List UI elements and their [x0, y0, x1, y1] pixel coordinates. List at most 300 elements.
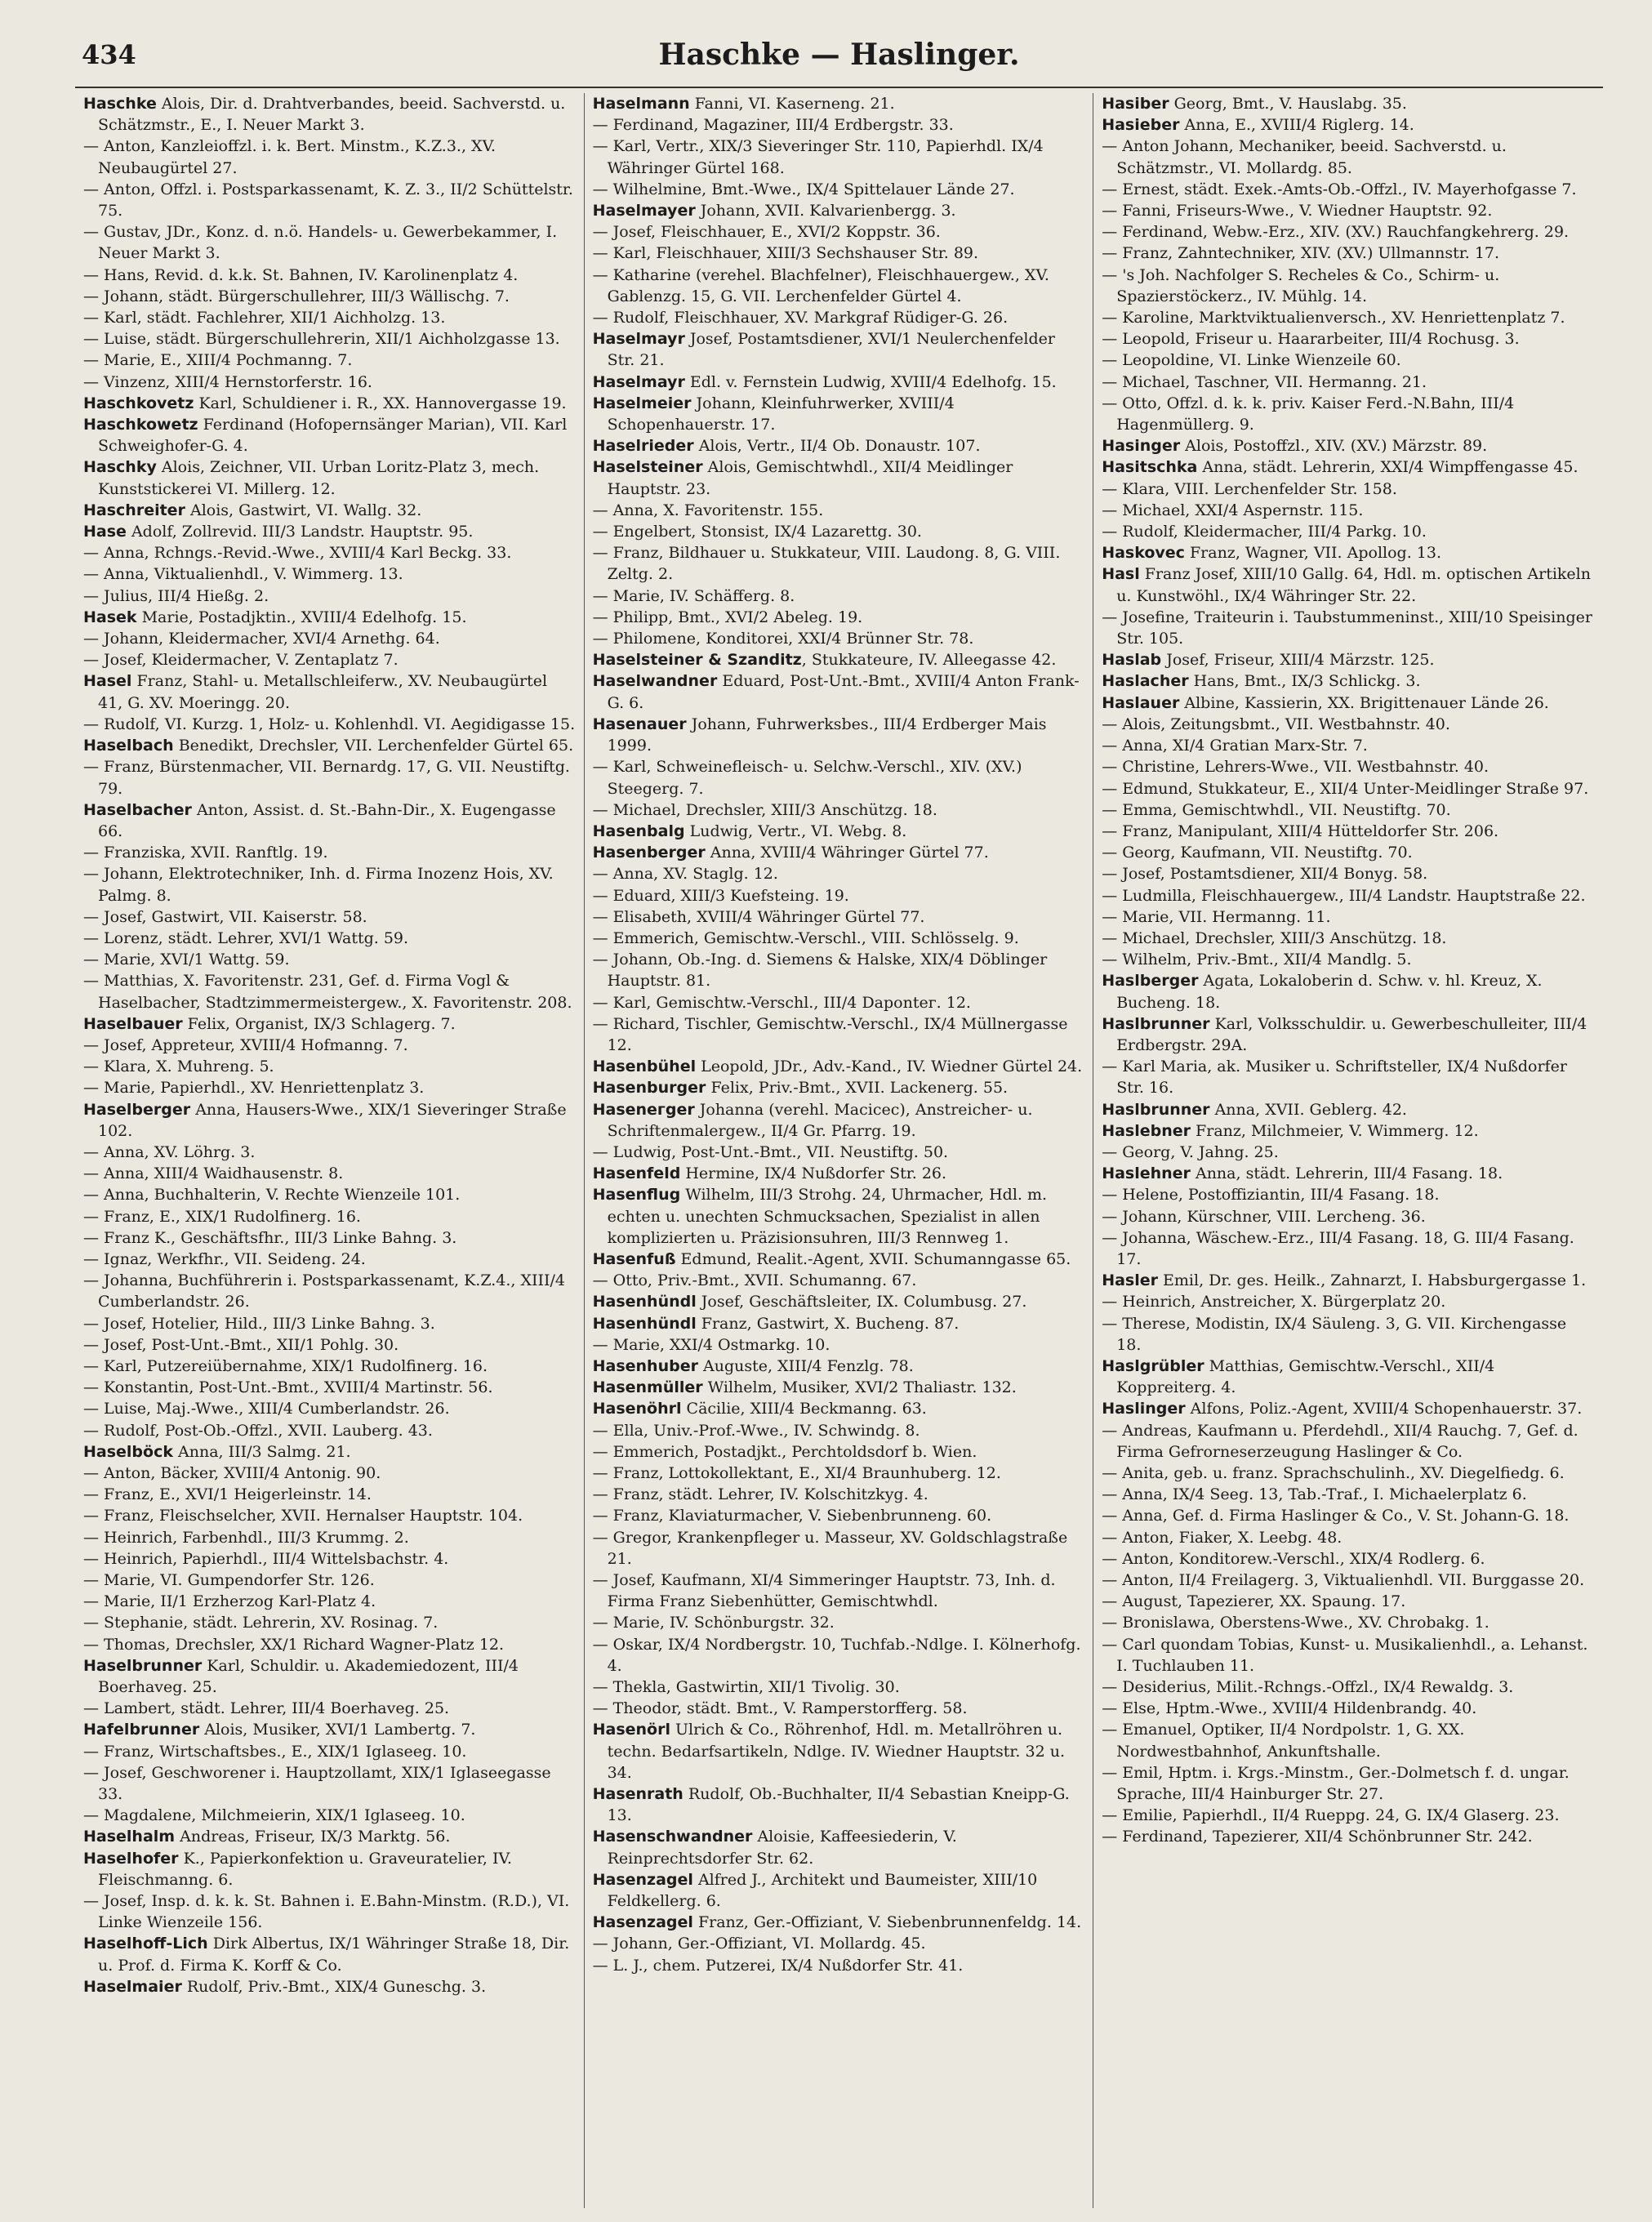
entry-surname: Haskovec	[1102, 544, 1185, 563]
directory-entry	[1102, 350, 1595, 371]
entry-dash	[83, 1164, 104, 1182]
directory-entry	[1102, 949, 1595, 970]
directory-entry	[1102, 821, 1595, 842]
entry-text: Franz, Lottokollektant, E., XI/4 Braunhuberg. 12.	[612, 1464, 1001, 1482]
directory-entry	[83, 414, 576, 456]
entry-text: Franz, Milchmeier, V. Wimmerg. 12.	[1191, 1121, 1479, 1140]
entry-dash	[1102, 737, 1122, 755]
entry-text: Lorenz, städt. Lehrer, XVI/1 Wattg. 59.	[104, 928, 409, 947]
entry-surname: Haselwandner	[592, 672, 718, 691]
entry-surname: Haschreiter	[83, 501, 185, 519]
entry-dash	[1102, 1293, 1122, 1311]
entry-dash	[593, 1699, 613, 1717]
directory-entry	[1102, 928, 1595, 949]
entry-dash	[83, 1764, 104, 1782]
entry-text: Josef, Postamtsdiener, XVI/1 Neulerchenfelder Str. 21.	[607, 330, 1055, 370]
directory-entry	[83, 1634, 576, 1655]
entry-dash	[593, 1464, 613, 1482]
entry-dash	[1102, 1614, 1122, 1632]
entry-dash	[83, 1250, 104, 1268]
directory-entry	[593, 1955, 1085, 1976]
directory-entry	[83, 1484, 576, 1505]
directory-entry	[1102, 885, 1595, 906]
directory-entry	[1102, 1356, 1595, 1398]
directory-entry	[1102, 1270, 1595, 1291]
directory-entry	[83, 1334, 576, 1356]
entry-text: Otto, Priv.-Bmt., XVII. Schumanng. 67.	[612, 1271, 917, 1290]
entry-text: Hermine, IX/4 Nußdorfer Str. 26.	[680, 1164, 947, 1183]
entry-dash	[83, 715, 104, 733]
directory-entry	[83, 393, 576, 414]
directory-entry	[1102, 1612, 1595, 1633]
entry-text: Alois, Musiker, XVI/1 Lambertg. 7.	[199, 1721, 476, 1739]
entry-dash	[1102, 887, 1122, 905]
entry-surname: Hasenmüller	[592, 1378, 703, 1397]
directory-entry	[593, 1441, 1085, 1463]
entry-dash	[593, 544, 613, 562]
entry-surname: Hasieber	[1102, 116, 1180, 135]
entry-text: Wilhelm, Priv.-Bmt., XII/4 Mandlg. 5.	[1122, 951, 1412, 969]
entry-text: Johann, Elektrotechniker, Inh. d. Firma Inozenz Hois, XV. Palmg. 8.	[98, 865, 554, 905]
entry-surname: Haselmayr	[592, 372, 685, 391]
directory-entry	[83, 542, 576, 563]
directory-entry	[593, 885, 1085, 906]
entry-dash	[1102, 1550, 1122, 1568]
entry-text: Thekla, Gastwirtin, XII/1 Tivolig. 30.	[612, 1678, 900, 1697]
entry-text: Marie, Postadjktin., XVIII/4 Edelhofg. 15.	[136, 608, 467, 626]
entry-text: Josef, Kaufmann, XI/4 Simmeringer Hauptstr. 73, Inh. d. Firma Franz Siebenhütter, Gemischtwhdl.	[607, 1571, 1056, 1611]
entry-text: Karl, Schuldir. u. Akademiedozent, III/4 Boerhaveg. 25.	[98, 1656, 519, 1697]
directory-entry	[1102, 970, 1595, 1013]
entry-dash	[83, 1743, 104, 1761]
directory-entry	[1102, 1013, 1595, 1056]
entry-text: Klara, X. Muhreng. 5.	[104, 1058, 274, 1076]
directory-entry	[593, 1527, 1085, 1570]
entry-text: Anna, XVII. Geblerg. 42.	[1209, 1100, 1407, 1119]
entry-dash	[593, 630, 613, 648]
entry-surname: Haschke	[83, 95, 157, 113]
entry-surname: Hasenburger	[592, 1079, 706, 1098]
entry-text: Johann, Kürschner, VIII. Lercheng. 36.	[1122, 1207, 1426, 1226]
entry-text: Felix, Organist, IX/3 Schlagerg. 7.	[182, 1014, 456, 1033]
entry-text: Michael, Taschner, VII. Hermanng. 21.	[1122, 372, 1427, 391]
directory-entry	[1102, 670, 1595, 692]
directory-entry	[1102, 799, 1595, 821]
directory-entry	[83, 1848, 576, 1890]
directory-entry	[1102, 1291, 1595, 1312]
directory-entry	[83, 1056, 576, 1077]
entry-text: Alois, Zeichner, VII. Urban Loritz-Platz 3, mech. Kunststickerei VI. Millerg. 12.	[98, 458, 540, 498]
entry-text: Cäcilie, XIII/4 Beckmanng. 63.	[681, 1400, 927, 1418]
directory-entry	[83, 970, 576, 1013]
entry-dash	[1102, 1507, 1122, 1525]
entry-text: Ernest, städt. Exek.-Amts-Ob.-Offzl., IV. Mayerhofgasse 7.	[1122, 180, 1577, 198]
directory-entry	[593, 456, 1085, 499]
entry-text: Michael, Drechsler, XIII/3 Anschützg. 18.	[612, 800, 937, 819]
entry-text: Michael, XXI/4 Aspernstr. 115.	[1122, 501, 1364, 519]
entry-dash	[1102, 780, 1122, 798]
directory-entry	[593, 1142, 1085, 1163]
entry-text: Emil, Dr. ges. Heilk., Zahnarzt, I. Habsburgergasse 1.	[1158, 1271, 1587, 1290]
entry-surname: Haslbrunner	[1102, 1014, 1210, 1033]
entry-dash	[593, 758, 613, 776]
entry-text: Oskar, IX/4 Nordbergstr. 10, Tuchfab.-Ndlge. I. Kölnerhofg. 4.	[607, 1635, 1081, 1675]
directory-entry	[593, 1420, 1085, 1441]
entry-text: Anna, III/3 Salmg. 21.	[172, 1442, 351, 1461]
entry-text: Emmerich, Gemischtw.-Verschl., VIII. Schlösselg. 9.	[612, 928, 1019, 947]
entry-text: Marie, II/1 Erzherzog Karl-Platz 4.	[104, 1592, 376, 1611]
entry-dash	[83, 1186, 104, 1204]
directory-entry	[593, 1463, 1085, 1484]
entry-dash	[1102, 865, 1122, 883]
directory-entry	[1102, 479, 1595, 500]
entry-text: Anton, Kanzleioffzl. i. k. Bert. Minstm., K.Z.3., XV. Neubaugürtel 27.	[98, 137, 496, 177]
entry-text: Anna, städt. Lehrerin, III/4 Fasang. 18.	[1190, 1164, 1503, 1183]
entry-dash	[1102, 1529, 1122, 1547]
directory-entry	[83, 1420, 576, 1441]
directory-entry	[1102, 1719, 1595, 1761]
entry-text: Franz, E., XIX/1 Rudolfinerg. 16.	[104, 1207, 361, 1226]
entry-dash	[1102, 523, 1122, 541]
entry-dash	[1102, 1208, 1122, 1226]
entry-surname: Hasenörl	[592, 1721, 670, 1739]
entry-text: Anton, II/4 Freilagerg. 3, Viktualienhdl. VII. Burggasse 20.	[1122, 1571, 1585, 1590]
entry-text: 's Joh. Nachfolger S. Recheles & Co., Schirm- u. Spazierstöckerz., IV. Mühlg. 14.	[1116, 265, 1500, 305]
entry-dash	[593, 1271, 613, 1289]
entry-text: Karl Maria, ak. Musiker u. Schriftsteller, IX/4 Nußdorfer Str. 16.	[1116, 1058, 1567, 1098]
entry-dash	[83, 1550, 104, 1568]
directory-entry	[593, 714, 1085, 756]
directory-entry	[593, 670, 1085, 713]
entry-text: Emilie, Papierhdl., II/4 Rueppg. 24, G. IX/4 Glaserg. 23.	[1122, 1806, 1560, 1825]
directory-entry	[593, 799, 1085, 821]
directory-entry	[593, 821, 1085, 842]
entry-dash	[83, 351, 104, 369]
entry-dash	[83, 1079, 104, 1097]
entry-surname: Haselbach	[83, 737, 174, 755]
entry-dash	[83, 180, 104, 198]
entry-surname: Hasiber	[1102, 95, 1169, 113]
entry-text: Ulrich & Co., Röhrenhof, Hdl. m. Metallröhren u. techn. Bedarfsartikeln, Ndlge. IV. Wiedner Hauptstr. 32 u. 34.	[607, 1721, 1066, 1782]
entry-dash	[1102, 1143, 1122, 1161]
directory-entry	[83, 1698, 576, 1719]
directory-entry	[83, 350, 576, 371]
entry-surname: Hasel	[83, 672, 132, 691]
entry-text: Stephanie, städt. Lehrerin, XV. Rosinag. 7.	[104, 1614, 439, 1632]
entry-dash	[83, 929, 104, 947]
entry-dash	[1102, 1592, 1122, 1610]
entry-text: Agata, Lokaloberin d. Schw. v. hl. Kreuz, X. Bucheng. 18.	[1116, 972, 1543, 1012]
directory-entry	[1102, 200, 1595, 221]
entry-surname: Hasenhündl	[592, 1314, 697, 1333]
directory-entry	[593, 1013, 1085, 1056]
entry-dash	[1102, 394, 1122, 412]
entry-text: Heinrich, Farbenhdl., III/3 Krummg. 2.	[104, 1528, 409, 1547]
entry-text: Auguste, XIII/4 Fenzlg. 78.	[697, 1356, 914, 1375]
entry-surname: Haselmann	[592, 95, 690, 113]
entry-text: Franz, Fleischselcher, XVII. Hernalser Hauptstr. 104.	[104, 1507, 523, 1525]
entry-text: Leopold, Friseur u. Haararbeiter, III/4 Rochusg. 3.	[1122, 330, 1520, 349]
entry-text: Marie, Papierhdl., XV. Henriettenplatz 3.	[104, 1079, 425, 1098]
directory-entry	[593, 265, 1085, 307]
entry-dash	[83, 844, 104, 862]
entry-dash	[593, 865, 613, 883]
entry-dash	[593, 266, 613, 284]
entry-dash	[593, 929, 613, 947]
page-title: Haschke — Haslinger.	[658, 38, 1020, 72]
entry-dash	[83, 565, 104, 583]
entry-surname: Haselmayer	[592, 202, 696, 220]
directory-entry	[83, 1377, 576, 1398]
entry-dash	[1102, 330, 1122, 348]
entry-text: Franz, Zahntechniker, XIV. (XV.) Ullmannstr. 17.	[1122, 244, 1500, 263]
directory-entry	[83, 563, 576, 585]
entry-dash	[83, 1422, 104, 1440]
entry-text: Ludmilla, Fleischhauergew., III/4 Landstr. Hauptstraße 22.	[1122, 886, 1586, 905]
entry-text: Edl. v. Fernstein Ludwig, XVIII/4 Edelhofg. 15.	[684, 372, 1057, 391]
entry-text: Anna, XV. Löhrg. 3.	[104, 1142, 256, 1161]
entry-text: Anna, X. Favoritenstr. 155.	[612, 501, 824, 519]
directory-entry	[83, 307, 576, 328]
entry-surname: Hasenfeld	[592, 1164, 681, 1183]
entry-dash	[83, 1378, 104, 1396]
directory-entry	[593, 435, 1085, 456]
entry-dash	[1102, 1422, 1122, 1440]
directory-entry	[593, 1505, 1085, 1526]
entry-dash	[593, 501, 613, 519]
directory-entry	[83, 735, 576, 756]
entry-text: Emmerich, Postadjkt., Perchtoldsdorf b. Wien.	[612, 1442, 977, 1461]
entry-text: Philomene, Konditorei, XXI/4 Brünner Str. 78.	[612, 630, 974, 648]
entry-text: Georg, Bmt., V. Hauslabg. 35.	[1169, 95, 1407, 113]
entry-surname: Hasl	[1102, 565, 1140, 584]
entry-text: Franz, Wagner, VII. Apollog. 13.	[1184, 544, 1442, 563]
entry-text: Karl, Volksschuldir. u. Gewerbeschulleiter, III/4 Erdbergstr. 29A.	[1116, 1014, 1587, 1054]
directory-entry	[83, 628, 576, 649]
entry-text: Rudolf, Fleischhauer, XV. Markgraf Rüdiger-G. 26.	[612, 309, 1009, 327]
entry-dash	[1102, 844, 1122, 862]
directory-entry	[83, 1463, 576, 1484]
directory-entry	[1102, 1420, 1595, 1463]
entry-text: Rudolf, VI. Kurzg. 1, Holz- u. Kohlenhdl. VI. Aegidigasse 15.	[104, 715, 576, 733]
entry-dash	[593, 1636, 613, 1654]
directory-entry	[83, 1890, 576, 1933]
entry-dash	[593, 1485, 613, 1503]
entry-text: Richard, Tischler, Gemischtw.-Verschl., IX/4 Müllnergasse 12.	[607, 1014, 1068, 1054]
entry-dash	[83, 630, 104, 648]
entry-surname: Haschkowetz	[83, 416, 198, 434]
entry-dash	[83, 1892, 104, 1910]
entry-dash	[83, 544, 104, 562]
directory-entry	[593, 328, 1085, 371]
directory-entry	[593, 372, 1085, 393]
entry-dash	[593, 1935, 613, 1953]
entry-dash	[83, 1336, 104, 1354]
entry-text: Fanni, Friseurs-Wwe., V. Wiedner Hauptstr. 92.	[1122, 202, 1493, 220]
entry-text: Anton, Konditorew.-Verschl., XIX/4 Rodlerg. 6.	[1122, 1549, 1485, 1568]
directory-entry	[1102, 1805, 1595, 1826]
directory-entry	[593, 542, 1085, 585]
entry-dash	[593, 587, 613, 605]
entry-text: Franz, Bürstenmacher, VII. Bernardg. 17, G. VII. Neustiftg. 79.	[98, 758, 570, 798]
directory-entry	[83, 756, 576, 799]
entry-dash	[83, 287, 104, 305]
entry-surname: Hasenflug	[592, 1186, 681, 1205]
entry-text: Engelbert, Stonsist, IX/4 Lazarettg. 30.	[612, 523, 922, 541]
entry-dash	[83, 373, 104, 391]
entry-text: Carl quondam Tobias, Kunst- u. Musikalienhdl., a. Lehanst. I. Tuchlauben 11.	[1116, 1635, 1588, 1675]
directory-entry	[593, 114, 1085, 136]
entry-dash	[83, 1357, 104, 1375]
entry-surname: Haselhoff-Lich	[83, 1935, 208, 1953]
directory-entry	[1102, 542, 1595, 563]
directory-entry	[83, 1099, 576, 1142]
directory-entry	[83, 1249, 576, 1270]
entry-dash	[83, 1315, 104, 1333]
entry-text: Anita, geb. u. franz. Sprachschulinh., XV. Diegelfiedg. 6.	[1122, 1464, 1565, 1482]
directory-entry	[593, 1698, 1085, 1719]
entry-dash	[593, 523, 613, 541]
entry-text: Anton, Fiaker, X. Leebg. 48.	[1122, 1528, 1343, 1547]
column-3	[1093, 93, 1603, 2208]
entry-dash	[593, 994, 613, 1012]
entry-surname: Haslebner	[1102, 1121, 1191, 1140]
entry-surname: Haselböck	[83, 1442, 173, 1461]
entry-text: Bronislawa, Oberstens-Wwe., XV. Chrobakg. 1.	[1122, 1614, 1489, 1632]
directory-entry	[593, 1484, 1085, 1505]
directory-entry	[1102, 1056, 1595, 1098]
directory-entry	[1102, 265, 1595, 307]
entry-text: Rudolf, Ob.-Buchhalter, II/4 Sebastian Kneipp-G. 13.	[607, 1785, 1070, 1825]
directory-entry	[83, 1227, 576, 1249]
entry-text: Katharine (verehel. Blachfelner), Fleischhauergew., XV. Gablenzg. 15, G. VII. Lerchenfelder Gürtel 4.	[607, 265, 1049, 305]
entry-dash	[83, 1271, 104, 1289]
entry-text: Karl, Gemischtw.-Verschl., III/4 Dapontег. 12.	[612, 993, 971, 1012]
entry-surname: Haselmaier	[83, 1977, 182, 1996]
entry-text: Theodor, städt. Bmt., V. Ramperstorfferg. 58.	[612, 1699, 968, 1718]
entry-surname: Haslauer	[1102, 693, 1180, 712]
entry-surname: Haslehner	[1102, 1164, 1191, 1183]
entry-dash	[593, 1529, 613, 1547]
entry-text: Josef, Hotelier, Hild., III/3 Linke Bahng. 3.	[104, 1314, 435, 1333]
entry-surname: Hafelbrunner	[83, 1721, 200, 1739]
directory-entry	[593, 1783, 1085, 1826]
directory-entry	[1102, 842, 1595, 863]
entry-dash	[1102, 373, 1122, 391]
entry-text: Karoline, Marktviktualienversch., XV. Henriettenplatz 7.	[1122, 309, 1565, 327]
entry-text: Marie, IV. Schäfferg. 8.	[612, 586, 795, 605]
entry-text: Michael, Drechsler, XIII/3 Anschützg. 18.	[1122, 928, 1447, 947]
entry-dash	[1102, 1315, 1122, 1333]
entry-text: Albine, Kassierin, XX. Brigittenauer Lände 26.	[1179, 693, 1549, 712]
entry-text: Benedikt, Drechsler, VII. Lerchenfelder Gürtel 65.	[173, 737, 574, 755]
entry-text: Else, Hptm.-Wwe., XVIII/4 Hildenbrandg. 40.	[1122, 1699, 1477, 1718]
directory-entry	[593, 521, 1085, 542]
entry-text: Karl, Vertr., XIX/3 Sieveringer Str. 110, Papierhdl. IX/4 Währinger Gürtel 168.	[607, 137, 1044, 177]
column-1	[75, 93, 585, 2208]
entry-text: Felix, Priv.-Bmt., XVII. Lackenerg. 55.	[706, 1079, 1009, 1098]
entry-dash	[83, 651, 104, 669]
entry-surname: Haslab	[1102, 651, 1162, 670]
entry-text: Eduard, Post-Unt.-Bmt., XVIII/4 Anton Frank-G. 6.	[607, 672, 1080, 712]
directory-entry	[1102, 1206, 1595, 1227]
directory-entry	[1102, 1698, 1595, 1719]
directory-entry	[1102, 1634, 1595, 1677]
entry-dash	[593, 1336, 613, 1354]
entry-text: Therese, Modistin, IX/4 Säuleng. 3, G. VII. Kirchengasse 18.	[1116, 1314, 1567, 1354]
entry-text: Edmund, Stukkateur, E., XII/4 Unter-Meidlinger Straße 97.	[1122, 779, 1589, 798]
entry-text: Hans, Revid. d. k.k. St. Bahnen, IV. Karolinenplatz 4.	[104, 265, 519, 284]
directory-entry	[83, 670, 576, 713]
entry-text: Franz, Bildhauer u. Stukkateur, VIII. Laudong. 8, G. VIII. Zeltg. 2.	[607, 544, 1061, 584]
directory-entry	[83, 649, 576, 670]
entry-text: Alois, Dir. d. Drahtverbandes, beeid. Sachverstd. u. Schätzmstr., E., I. Neuer Markt 3.	[98, 95, 566, 135]
entry-dash	[1102, 1186, 1122, 1204]
entry-text: Leopoldine, VI. Linke Wienzeile 60.	[1122, 351, 1401, 370]
entry-text: Marie, VII. Hermanng. 11.	[1122, 907, 1331, 926]
directory-entry	[1102, 863, 1595, 884]
directory-entry	[593, 221, 1085, 243]
entry-surname: Haselsteiner & Szanditz	[592, 651, 802, 670]
directory-entry	[83, 1077, 576, 1098]
directory-entry	[593, 179, 1085, 200]
entry-text: Wilhelm, III/3 Strohg. 24, Uhrmacher, Hdl. m. echten u. unechten Schmucksachen, Spezialist in allen komplizierten u. Präzisionsuhren, III/3 Rennweg 1.	[607, 1186, 1048, 1247]
entry-dash	[593, 1015, 613, 1033]
entry-dash	[593, 801, 613, 819]
entry-text: Alois, Gemischtwhdl., XII/4 Meidlinger Hauptstr. 23.	[607, 458, 1013, 498]
directory-entry	[1102, 692, 1595, 714]
entry-text: Franz, Ger.-Offiziant, V. Siebenbrunnenfeldg. 14.	[692, 1913, 1082, 1932]
entry-text: Ferdinand (Hofopernsänger Marian), VII. Karl Schweighofer-G. 4.	[98, 416, 568, 456]
entry-text: Josefine, Traiteurin i. Taubstummeninst., XIII/10 Speisinger Str. 105.	[1116, 608, 1592, 648]
entry-dash	[1102, 1828, 1122, 1846]
entry-surname: Hasenberger	[592, 844, 706, 862]
entry-text: Josef, Geschäftsleiter, IX. Columbusg. 27.	[696, 1293, 1027, 1311]
directory-entry	[593, 1249, 1085, 1270]
directory-entry	[83, 1505, 576, 1526]
directory-entry	[1102, 1120, 1595, 1142]
directory-entry	[1102, 1505, 1595, 1526]
directory-entry	[593, 1826, 1085, 1868]
entry-text: Ludwig, Post-Unt.-Bmt., VII. Neustiftg. 50.	[612, 1142, 949, 1161]
entry-dash	[83, 137, 104, 155]
entry-text: Lambert, städt. Lehrer, III/4 Boerhaveg. 25.	[104, 1699, 450, 1718]
directory-columns	[75, 93, 1603, 2208]
directory-entry	[1102, 1398, 1595, 1419]
entry-text: Otto, Offzl. d. k. k. priv. Kaiser Ferd.-N.Bahn, III/4 Hagenmüllerg. 9.	[1116, 394, 1515, 434]
entry-dash	[1102, 1678, 1122, 1696]
directory-entry	[83, 906, 576, 928]
directory-entry	[1102, 456, 1595, 478]
entry-text: Leopold, JDr., Adv.-Kand., IV. Wiedner Gürtel 24.	[696, 1058, 1083, 1076]
directory-entry	[83, 1976, 576, 1997]
directory-entry	[1102, 243, 1595, 264]
directory-entry	[593, 1356, 1085, 1377]
entry-dash	[1102, 309, 1122, 327]
entry-dash	[83, 1485, 104, 1503]
directory-entry	[1102, 1677, 1595, 1698]
directory-entry	[593, 628, 1085, 649]
entry-dash	[83, 1571, 104, 1589]
entry-text: Anna, XIII/4 Waidhausenstr. 8.	[104, 1164, 344, 1183]
directory-entry	[83, 1013, 576, 1035]
entry-text: Anna, XV. Staglg. 12.	[612, 865, 778, 884]
entry-dash	[1102, 1571, 1122, 1589]
entry-text: Elisabeth, XVIII/4 Währinger Gürtel 77.	[612, 907, 925, 926]
directory-entry	[1102, 714, 1595, 735]
entry-dash	[1102, 1806, 1122, 1824]
directory-entry	[593, 1056, 1085, 1077]
